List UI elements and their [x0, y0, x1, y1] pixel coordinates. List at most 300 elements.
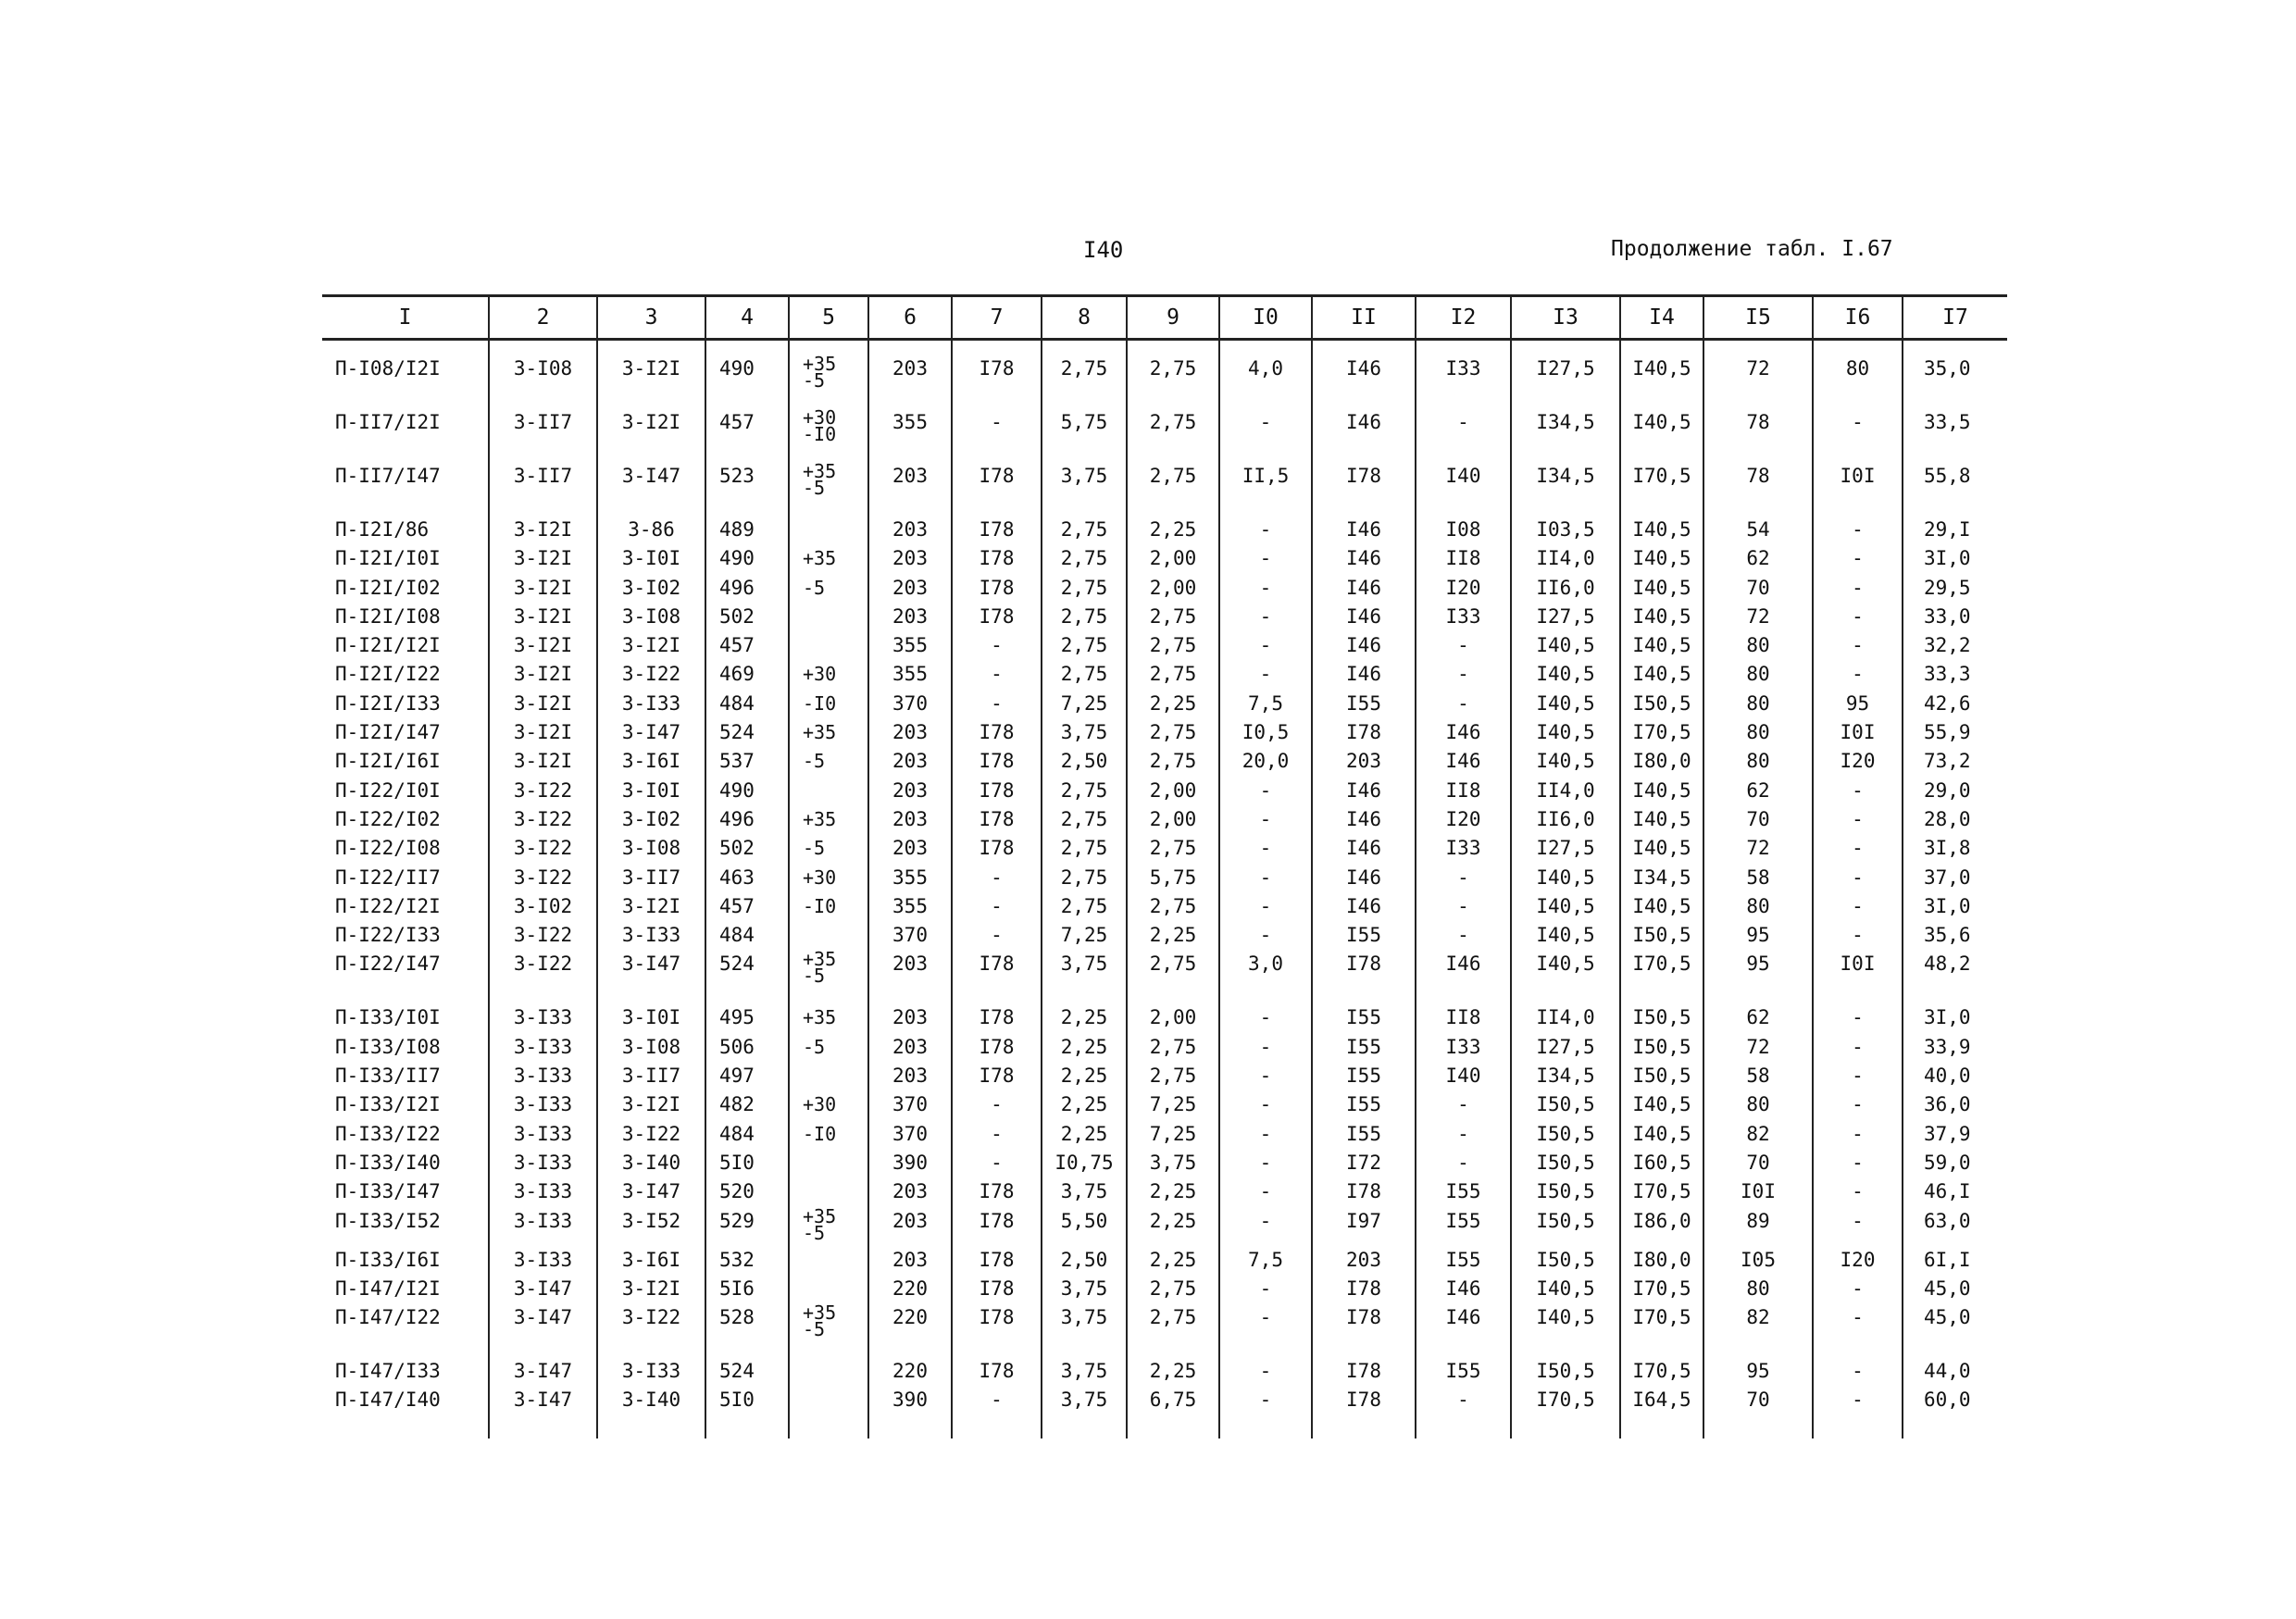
tolerance-value: +30: [803, 866, 837, 889]
table-cell: [868, 463, 952, 517]
cell-value: 203: [1346, 1248, 1381, 1271]
table-cell: [1127, 1063, 1219, 1091]
cell-value: 3-I40: [621, 1389, 681, 1412]
column-header: I5: [1703, 296, 1813, 340]
table-cell: [1511, 661, 1620, 690]
table-cell: [1042, 463, 1127, 517]
table-row: [322, 719, 2007, 748]
cell-value: -: [1259, 604, 1272, 628]
table-cell: [789, 1247, 868, 1276]
cell-value: I40,5: [1632, 1122, 1691, 1145]
table-cell: [322, 1121, 489, 1150]
cell-value: 3-I2I: [513, 576, 573, 599]
cell-value: -: [1852, 604, 1864, 628]
cell-value: I78: [1346, 1180, 1381, 1203]
cell-value: 3-I40: [621, 1151, 681, 1174]
table-cell: [705, 604, 789, 632]
table-cell: [1903, 719, 2007, 748]
cell-value: -: [1259, 576, 1272, 599]
cell-value: П-I2I/I08: [335, 604, 441, 628]
cell-value: 80: [1746, 663, 1770, 686]
table-cell: [1703, 409, 1813, 463]
table-cell: [1042, 748, 1127, 777]
table-row: [322, 922, 2007, 951]
cell-value: 203: [892, 357, 928, 380]
cell-value: 5I6: [719, 1277, 755, 1300]
cell-value: П-I47/I2I: [335, 1277, 441, 1300]
column-header: I7: [1903, 296, 2007, 340]
cell-value: I40,5: [1632, 357, 1691, 380]
table-cell: [1042, 604, 1127, 632]
table-cell: [952, 719, 1042, 748]
cell-value: I78: [979, 1180, 1015, 1203]
table-cell: [1042, 409, 1127, 463]
table-cell: [322, 922, 489, 951]
cell-value: 63,0: [1924, 1209, 1971, 1232]
table-cell: [322, 1178, 489, 1207]
cell-value: I20: [1840, 750, 1876, 773]
cell-value: 2,50: [1060, 750, 1108, 773]
cell-value: -: [1852, 1151, 1864, 1174]
table-cell: [1312, 1276, 1416, 1304]
table-cell: [1620, 865, 1703, 893]
cell-value: II,5: [1242, 465, 1290, 487]
table-cell: [868, 604, 952, 632]
table-cell: [1703, 545, 1813, 574]
cell-value: 524: [719, 953, 755, 976]
table-cell: [1813, 778, 1903, 806]
cell-value: 2,00: [1149, 1006, 1197, 1029]
table-cell: [1703, 1276, 1813, 1304]
table-cell: [1416, 893, 1511, 922]
cell-value: 33,5: [1924, 411, 1971, 433]
cell-value: 3-I08: [621, 1035, 681, 1058]
cell-value: 2,25: [1149, 1360, 1197, 1383]
cell-value: I40,5: [1536, 894, 1595, 917]
cell-value: 2,75: [1060, 518, 1108, 541]
table-cell: [705, 748, 789, 777]
table-cell: [597, 1004, 705, 1033]
table-cell: [1903, 1387, 2007, 1438]
table-cell: [1312, 604, 1416, 632]
table-cell: [789, 409, 868, 463]
cell-value: 355: [892, 663, 928, 686]
table-row: [322, 575, 2007, 604]
cell-value: -: [1457, 411, 1469, 433]
table-cell: [789, 778, 868, 806]
table-row: [322, 1034, 2007, 1063]
table-cell: [1620, 1387, 1703, 1438]
table-cell: [789, 1304, 868, 1358]
cell-value: 2,00: [1149, 576, 1197, 599]
table-cell: [597, 922, 705, 951]
table-cell: [1312, 865, 1416, 893]
cell-value: 2,25: [1149, 518, 1197, 541]
table-cell: [1219, 1091, 1312, 1120]
cell-value: 370: [892, 1122, 928, 1145]
table-cell: [1813, 922, 1903, 951]
table-cell: [868, 632, 952, 661]
table-cell: [1703, 835, 1813, 864]
cell-value: 2,25: [1060, 1122, 1108, 1145]
cell-value: I78: [1346, 1389, 1381, 1412]
table-row: [322, 1304, 2007, 1358]
cell-value: -: [991, 634, 1003, 657]
table-cell: [1620, 1276, 1703, 1304]
table-cell: [1620, 1304, 1703, 1358]
table-cell: [1813, 340, 1903, 410]
table-cell: [1511, 340, 1620, 410]
column-header: I4: [1620, 296, 1703, 340]
cell-value: I78: [979, 721, 1015, 744]
table-cell: [322, 719, 489, 748]
cell-value: П-I47/I22: [335, 1306, 441, 1329]
table-cell: [1042, 1063, 1127, 1091]
cell-value: 3-I2I: [513, 750, 573, 773]
table-cell: [1312, 1178, 1416, 1207]
table-cell: [1312, 1208, 1416, 1247]
table-cell: [789, 893, 868, 922]
table-cell: [1416, 517, 1511, 545]
table-cell: [1042, 1034, 1127, 1063]
table-cell: [1219, 951, 1312, 1004]
table-cell: [952, 806, 1042, 835]
table-cell: [1127, 661, 1219, 690]
table-cell: [1312, 1091, 1416, 1120]
column-header: 9: [1127, 296, 1219, 340]
cell-value: 80: [1746, 721, 1770, 744]
table-cell: [489, 463, 597, 517]
column-header: 8: [1042, 296, 1127, 340]
cell-value: I72: [1346, 1151, 1381, 1174]
cell-value: 2,75: [1149, 1065, 1197, 1088]
cell-value: 54: [1746, 518, 1770, 541]
cell-value: I46: [1445, 953, 1481, 976]
table-cell: [1127, 748, 1219, 777]
cell-value: 203: [892, 1248, 928, 1271]
table-cell: [1416, 409, 1511, 463]
table-row: [322, 1150, 2007, 1178]
cell-value: 59,0: [1924, 1151, 1971, 1174]
cell-value: I86,0: [1632, 1209, 1691, 1232]
table-cell: [1042, 1247, 1127, 1276]
cell-value: I78: [979, 837, 1015, 860]
table-cell: [1219, 604, 1312, 632]
cell-value: I46: [1346, 634, 1381, 657]
cell-value: 70: [1746, 576, 1770, 599]
table-cell: [1219, 409, 1312, 463]
cell-value: 506: [719, 1035, 755, 1058]
table-cell: [597, 893, 705, 922]
cell-value: П-I08/I2I: [335, 357, 441, 380]
table-cell: [705, 409, 789, 463]
cell-value: I97: [1346, 1209, 1381, 1232]
cell-value: 78: [1746, 465, 1770, 487]
table-cell: [1416, 719, 1511, 748]
cell-value: I40,5: [1536, 721, 1595, 744]
cell-value: I50,5: [1632, 1035, 1691, 1058]
cell-value: II6,0: [1536, 807, 1595, 830]
table-cell: [489, 1247, 597, 1276]
table-cell: [705, 1358, 789, 1387]
table-cell: [322, 691, 489, 719]
table-cell: [1219, 340, 1312, 410]
cell-value: -: [991, 1093, 1003, 1116]
table-row: [322, 545, 2007, 574]
cell-value: I50,5: [1536, 1151, 1595, 1174]
cell-value: I55: [1346, 691, 1381, 715]
table-cell: [597, 778, 705, 806]
table-cell: [322, 1208, 489, 1247]
table-cell: [1416, 1387, 1511, 1438]
table-cell: [1219, 778, 1312, 806]
table-cell: [1511, 951, 1620, 1004]
table-row: [322, 835, 2007, 864]
table-row: [322, 1063, 2007, 1091]
table-cell: [597, 1178, 705, 1207]
cell-value: 3-I2I: [513, 634, 573, 657]
cell-value: -: [1852, 924, 1864, 947]
cell-value: 3-I08: [513, 357, 573, 380]
cell-value: 457: [719, 634, 755, 657]
cell-value: П-I22/I0I: [335, 778, 441, 802]
cell-value: -: [1457, 1093, 1469, 1116]
table-cell: [1042, 806, 1127, 835]
cell-value: I0I: [1840, 721, 1876, 744]
cell-value: I46: [1346, 518, 1381, 541]
table-cell: [322, 1304, 489, 1358]
table-cell: [1127, 409, 1219, 463]
tolerance-value: +35 -5: [803, 463, 837, 499]
cell-value: 3-I22: [513, 837, 573, 860]
table-cell: [1416, 1004, 1511, 1033]
cell-value: 203: [892, 953, 928, 976]
cell-value: 220: [892, 1360, 928, 1383]
cell-value: 2,75: [1060, 634, 1108, 657]
table-cell: [1813, 1034, 1903, 1063]
table-cell: [1813, 1208, 1903, 1247]
cell-value: I55: [1445, 1209, 1481, 1232]
table-cell: [952, 517, 1042, 545]
cell-value: П-I47/I40: [335, 1389, 441, 1412]
cell-value: 3-I47: [621, 1180, 681, 1203]
table-cell: [1127, 865, 1219, 893]
cell-value: I40,5: [1536, 953, 1595, 976]
table-cell: [1416, 340, 1511, 410]
cell-value: 7,25: [1060, 691, 1108, 715]
cell-value: 45,0: [1924, 1306, 1971, 1329]
table-cell: [489, 806, 597, 835]
cell-value: 72: [1746, 837, 1770, 860]
table-cell: [789, 865, 868, 893]
table-row: [322, 1091, 2007, 1120]
cell-value: 70: [1746, 1389, 1770, 1412]
cell-value: 7,25: [1149, 1093, 1197, 1116]
table-cell: [868, 893, 952, 922]
table-cell: [1042, 1150, 1127, 1178]
table-cell: [1219, 1276, 1312, 1304]
cell-value: 3-I02: [513, 894, 573, 917]
cell-value: I55: [1346, 1122, 1381, 1145]
cell-value: 3,75: [1149, 1151, 1197, 1174]
cell-value: I78: [979, 807, 1015, 830]
cell-value: I40,5: [1632, 663, 1691, 686]
table-cell: [1416, 1091, 1511, 1120]
cell-value: 3-I52: [621, 1209, 681, 1232]
table-cell: [597, 1150, 705, 1178]
table-cell: [705, 340, 789, 410]
cell-value: 2,75: [1149, 953, 1197, 976]
table-cell: [1127, 951, 1219, 1004]
table-cell: [1620, 1247, 1703, 1276]
table-cell: [1416, 1304, 1511, 1358]
cell-value: I40,5: [1536, 691, 1595, 715]
table-cell: [868, 575, 952, 604]
cell-value: 3-I2I: [513, 721, 573, 744]
table-cell: [789, 604, 868, 632]
table-cell: [1127, 545, 1219, 574]
table-cell: [322, 748, 489, 777]
table-cell: [1511, 1150, 1620, 1178]
table-cell: [1219, 517, 1312, 545]
table-cell: [1703, 661, 1813, 690]
table-cell: [952, 778, 1042, 806]
table-cell: [789, 951, 868, 1004]
table-cell: [705, 1276, 789, 1304]
column-header: I3: [1511, 296, 1620, 340]
cell-value: 48,2: [1924, 953, 1971, 976]
cell-value: 95: [1845, 691, 1870, 715]
cell-value: -: [1259, 778, 1272, 802]
table-cell: [952, 1387, 1042, 1438]
table-cell: [1127, 691, 1219, 719]
cell-value: I55: [1346, 1065, 1381, 1088]
cell-value: 3,0: [1248, 953, 1283, 976]
cell-value: I78: [1346, 721, 1381, 744]
table-cell: [1416, 691, 1511, 719]
table-cell: [705, 661, 789, 690]
table-cell: [952, 1063, 1042, 1091]
table-cell: [789, 719, 868, 748]
cell-value: -: [1259, 837, 1272, 860]
table-cell: [597, 661, 705, 690]
table-cell: [1903, 865, 2007, 893]
cell-value: -: [1457, 691, 1469, 715]
cell-value: 3,75: [1060, 721, 1108, 744]
cell-value: I40: [1445, 1065, 1481, 1088]
page-number: I40: [1083, 237, 1124, 263]
table-cell: [322, 409, 489, 463]
table-cell: [705, 1091, 789, 1120]
cell-value: 3-I0I: [621, 1006, 681, 1029]
column-header: I6: [1813, 296, 1903, 340]
cell-value: 463: [719, 866, 755, 889]
cell-value: 55,8: [1924, 465, 1971, 487]
table-cell: [322, 340, 489, 410]
table-cell: [1903, 806, 2007, 835]
cell-value: I40,5: [1632, 547, 1691, 570]
table-cell: [489, 748, 597, 777]
table-cell: [1127, 1276, 1219, 1304]
cell-value: 2,75: [1149, 750, 1197, 773]
cell-value: 3,75: [1060, 1277, 1108, 1300]
table-cell: [489, 517, 597, 545]
cell-value: I55: [1346, 924, 1381, 947]
cell-value: I55: [1346, 1035, 1381, 1058]
cell-value: 3-I2I: [621, 357, 681, 380]
table-cell: [1312, 661, 1416, 690]
table-cell: [868, 409, 952, 463]
cell-value: I0I: [1741, 1180, 1776, 1203]
table-cell: [1511, 409, 1620, 463]
cell-value: I46: [1346, 357, 1381, 380]
table-cell: [1620, 340, 1703, 410]
cell-value: 203: [892, 1065, 928, 1088]
table-cell: [1620, 691, 1703, 719]
cell-value: I50,5: [1536, 1209, 1595, 1232]
cell-value: -: [1259, 411, 1272, 433]
table-cell: [868, 1208, 952, 1247]
table-cell: [1813, 865, 1903, 893]
tolerance-value: -I0: [803, 1122, 837, 1145]
cell-value: П-II7/I47: [335, 465, 441, 487]
cell-value: 484: [719, 691, 755, 715]
table-cell: [1511, 463, 1620, 517]
cell-value: 2,75: [1149, 1306, 1197, 1329]
table-cell: [1127, 806, 1219, 835]
cell-value: I46: [1346, 604, 1381, 628]
cell-value: 370: [892, 1093, 928, 1116]
table-cell: [489, 409, 597, 463]
cell-value: I70,5: [1632, 465, 1691, 487]
table-cell: [1813, 719, 1903, 748]
table-row: [322, 463, 2007, 517]
table-cell: [1813, 409, 1903, 463]
cell-value: 3-I02: [621, 576, 681, 599]
table-cell: [1511, 719, 1620, 748]
table-cell: [1703, 1004, 1813, 1033]
table-cell: [597, 691, 705, 719]
table-cell: [1312, 806, 1416, 835]
cell-value: I70,5: [1632, 721, 1691, 744]
cell-value: 3-I47: [513, 1306, 573, 1329]
table-cell: [1903, 1208, 2007, 1247]
table-cell: [1127, 1034, 1219, 1063]
table-cell: [1903, 1150, 2007, 1178]
cell-value: I46: [1445, 1306, 1481, 1329]
cell-value: II4,0: [1536, 547, 1595, 570]
cell-value: 2,75: [1149, 357, 1197, 380]
table-cell: [789, 1387, 868, 1438]
table-cell: [868, 1121, 952, 1150]
cell-value: 520: [719, 1180, 755, 1203]
column-header: I0: [1219, 296, 1312, 340]
cell-value: I40,5: [1536, 1306, 1595, 1329]
cell-value: I55: [1445, 1248, 1481, 1271]
table-cell: [322, 463, 489, 517]
tolerance-value: +35 -5: [803, 1304, 837, 1341]
table-cell: [1903, 1091, 2007, 1120]
cell-value: I70,5: [1536, 1389, 1595, 1412]
table-cell: [489, 893, 597, 922]
table-cell: [1703, 463, 1813, 517]
cell-value: 3-I33: [513, 1035, 573, 1058]
cell-value: П-I2I/I0I: [335, 547, 441, 570]
table-cell: [705, 1304, 789, 1358]
table-cell: [1219, 748, 1312, 777]
cell-value: П-I22/I08: [335, 837, 441, 860]
cell-value: 80: [1746, 1277, 1770, 1300]
